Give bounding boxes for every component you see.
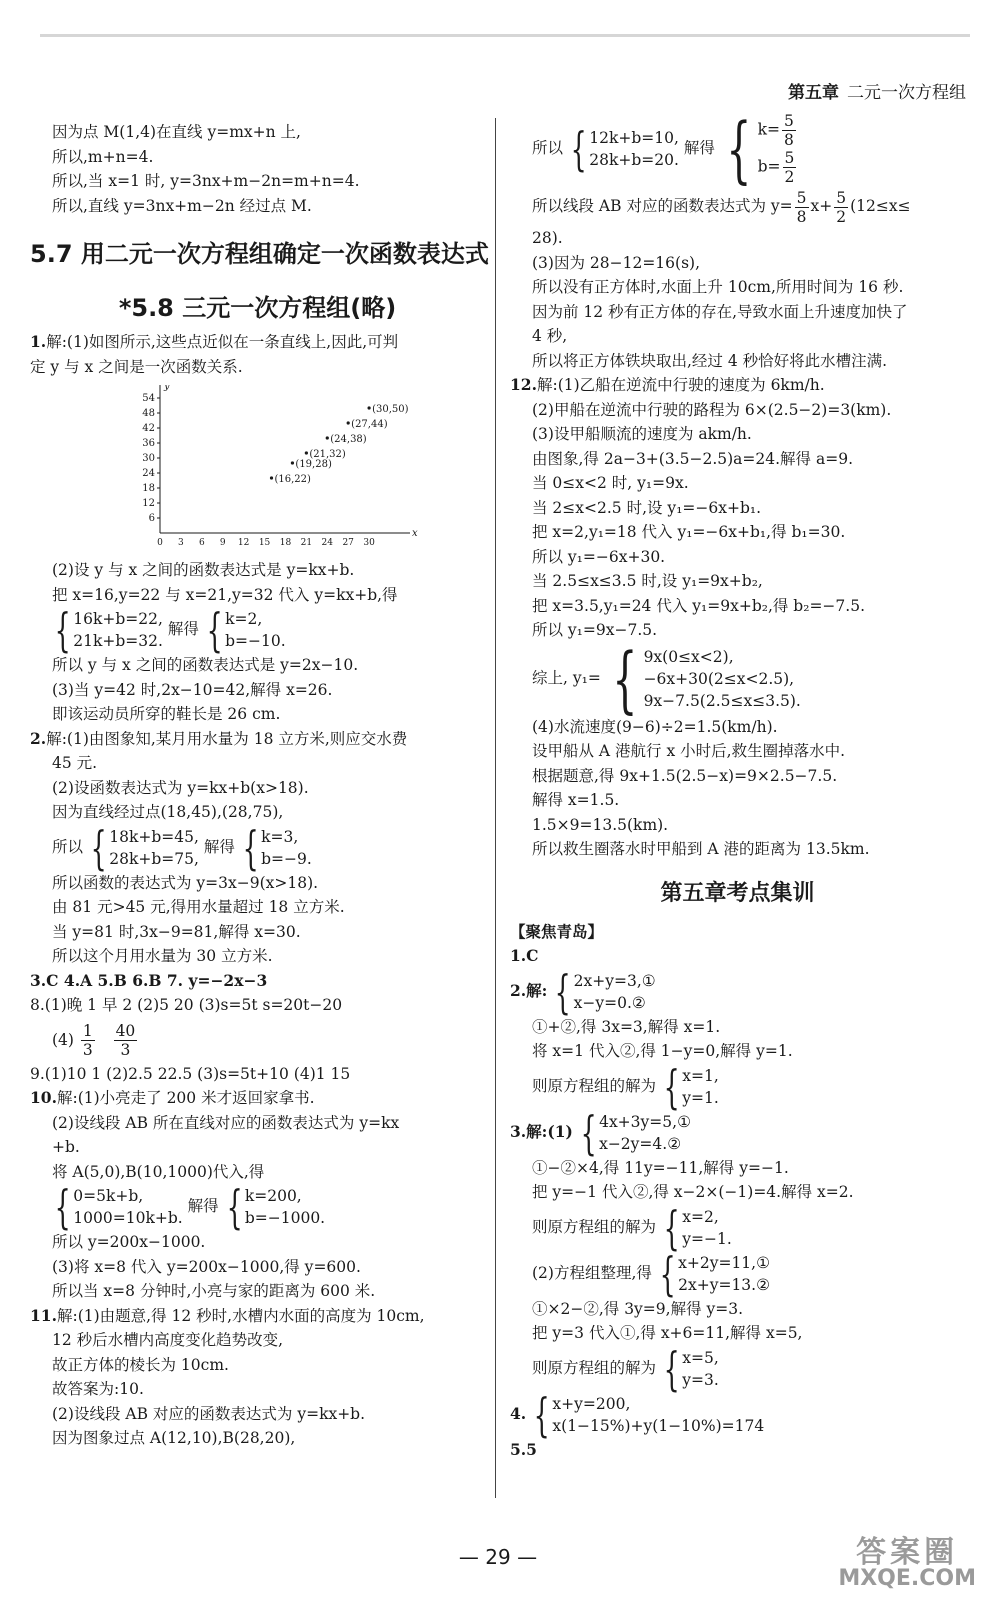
- q11-line: (2)设线段 AB 对应的函数表达式为 y=kx+b.: [52, 1404, 366, 1423]
- q12-line: 由图象,得 2a−3+(3.5−2.5)a=24.解得 a=9.: [532, 449, 853, 468]
- watermark-logo: 答案圈 MXQE.COM: [838, 1535, 976, 1591]
- x-tick-label: 27: [342, 538, 354, 548]
- y-tick-label: 54: [142, 393, 155, 404]
- page-number: — 29 —: [458, 1545, 538, 1569]
- r2-line: 将 x=1 代入②,得 1−y=0,解得 y=1.: [532, 1042, 793, 1060]
- q2-number: 2.: [30, 728, 47, 748]
- q12-line: 设甲船从 A 港航行 x 小时后,救生圈掉落水中.: [532, 742, 845, 760]
- q1-line: 把 x=16,y=22 与 x=21,y=32 代入 y=kx+b,得: [52, 585, 398, 604]
- q11-line: 12 秒后水槽内高度变化趋势改变,: [52, 1331, 284, 1349]
- q11-line: (3)因为 28−12=16(s),: [532, 253, 701, 272]
- q12-line: 所以 y₁=9x−7.5.: [532, 621, 658, 639]
- q2-line: (2)设函数表达式为 y=kx+b(x>18).: [52, 778, 309, 797]
- q10-line: 所以当 x=8 分钟时,小亮与家的距离为 600 米.: [52, 1282, 376, 1300]
- q11-line: 11.解:(1)由题意,得 12 秒时,水槽内水面的高度为 10cm,: [30, 1305, 425, 1325]
- focus-tag: 【聚焦青岛】: [510, 921, 604, 941]
- data-point-label: (24,38): [330, 434, 367, 445]
- r3-line: ①×2−②,得 3y=9,解得 y=3.: [532, 1299, 744, 1318]
- r3-solution-2: 则原方程组的解为 { x=5, y=3.: [532, 1341, 719, 1396]
- data-point-label: (16,22): [274, 474, 311, 485]
- y-tick-label: 12: [142, 498, 155, 509]
- q2-line: 45 元.: [52, 754, 98, 772]
- data-point: [305, 451, 308, 454]
- q12-line: 当 2.5≤x≤3.5 时,设 y₁=9x+b₂,: [532, 572, 763, 590]
- r5-answer: 5.5: [510, 1439, 537, 1459]
- y-tick-label: 18: [142, 483, 155, 494]
- x-tick-label: 9: [219, 538, 226, 548]
- y-tick-label: 30: [142, 453, 155, 464]
- q2-line: 所以这个月用水量为 30 立方米.: [52, 947, 273, 965]
- q12-line: 根据题意,得 9x+1.5(2.5−x)=9×2.5−7.5.: [532, 766, 838, 785]
- q2-line: 由 81 元>45 元,得用水量超过 18 立方米.: [52, 898, 345, 916]
- q2-line: 当 y=81 时,3x−9=81,解得 x=30.: [52, 922, 301, 941]
- q12-line: 所以 y₁=−6x+30.: [532, 547, 666, 566]
- r3-line: ①−②×4,得 11y=−11,解得 y=−1.: [532, 1158, 789, 1177]
- r4-system: 4. { x+y=200, x(1−15%)+y(1−10%)=174: [510, 1387, 765, 1442]
- section-5-7-heading: 5.7 用二元一次方程组确定一次函数表达式: [30, 240, 489, 268]
- q11-number: 11.: [30, 1305, 57, 1325]
- data-point: [326, 436, 329, 439]
- x-tick-label: 24: [321, 538, 333, 548]
- q1-number: 1.: [30, 332, 47, 351]
- data-point-label: (21,32): [309, 449, 346, 460]
- intro-line: 所以,m+n=4.: [52, 147, 154, 166]
- review-title: 第五章考点集训: [660, 880, 815, 906]
- section-5-8-heading: *5.8 三元一次方程组(略): [118, 294, 397, 322]
- q12-line: 把 x=2,y₁=18 代入 y₁=−6x+b₁,得 b₁=30.: [532, 523, 846, 541]
- r2-line: ①+②,得 3x=3,解得 x=1.: [532, 1017, 721, 1036]
- x-tick-label: 0: [157, 538, 163, 548]
- top-rule: [40, 34, 970, 37]
- q12-line: 1.5×9=13.5(km).: [532, 815, 669, 834]
- q1-line: 所以 y 与 x 之间的函数表达式是 y=2x−10.: [52, 656, 359, 674]
- q1-line: (2)设 y 与 x 之间的函数表达式是 y=kx+b.: [52, 561, 355, 579]
- data-point: [291, 461, 294, 464]
- q10-line: (3)将 x=8 代入 y=200x−1000,得 y=600.: [52, 1257, 361, 1276]
- q12-line: (3)设甲船顺流的速度为 akm/h.: [532, 425, 752, 443]
- q1-line: 即该运动员所穿的鞋长是 26 cm.: [52, 705, 281, 723]
- x-axis-label: x: [412, 528, 418, 539]
- q3-7-answers: 3.C 4.A 5.B 6.B 7. y=−2x−3: [30, 970, 268, 990]
- x-tick-label: 18: [279, 538, 292, 548]
- r3-system: 3.解:(1) { 4x+3y=5,① x−2y=4.②: [510, 1105, 691, 1160]
- chapter-title: 二元一次方程组: [847, 83, 966, 103]
- data-point: [270, 476, 273, 479]
- intro-line: 所以,直线 y=3nx+m−2n 经过点 M.: [52, 196, 312, 215]
- y-tick-label: 42: [142, 423, 155, 434]
- q1-line: (3)当 y=42 时,2x−10=42,解得 x=26.: [52, 680, 333, 699]
- q2-line: 因为直线经过点(18,45),(28,75),: [52, 803, 284, 821]
- q10-line: 所以 y=200x−1000.: [52, 1233, 206, 1251]
- intro-line: 所以,当 x=1 时, y=3nx+m−2n=m+n=4.: [52, 172, 360, 190]
- q11-line: 4 秒,: [532, 327, 568, 345]
- r2-system: 2.解: { 2x+y=3,① x−y=0.②: [510, 964, 656, 1019]
- data-point: [347, 421, 350, 424]
- right-column: [510, 107, 965, 1462]
- r3-system-2: (2)方程组整理,得 { x+2y=11,① 2x+y=13.②: [532, 1246, 770, 1301]
- q8-line: 8.(1)晚 1 早 2 (2)5 20 (3)s=5t s=20t−20: [30, 996, 343, 1014]
- q11-system: 所以 { 12k+b=10, 28k+b=20. 解得 { k= $\frac{5}{8}$ b= $\frac{5}{2}$: [532, 107, 795, 191]
- q1-line: 1.解:(1)如图所示,这些点近似在一条直线上,因此,可判: [30, 332, 399, 351]
- q9-line: 9.(1)10 1 (2)2.5 22.5 (3)s=5t+10 (4)1 15: [30, 1064, 351, 1083]
- y-axis-label: y: [164, 385, 170, 392]
- x-tick-label: 21: [300, 538, 313, 548]
- x-tick-label: 3: [178, 538, 184, 548]
- q12-number: 12.: [510, 375, 537, 394]
- x-tick-label: 6: [198, 538, 205, 548]
- q12-piecewise: 综上, y₁= { 9x(0≤x<2), −6x+30(2≤x<2.5), 9x−7.5(2.5≤x≤3.5).: [532, 636, 801, 721]
- data-point-label: (30,50): [372, 404, 409, 415]
- y-tick-label: 24: [142, 468, 155, 479]
- q2-system: 所以 { 18k+b=45, 28k+b=75, 解得 { k=3, b=−9.: [52, 820, 312, 875]
- q11-line: 故正方体的棱长为 10cm.: [52, 1355, 229, 1374]
- q1-system: { 16k+b=22, 21k+b=32. 解得 { k=2, b=−10.: [54, 603, 286, 657]
- q10-line: 将 A(5,0),B(10,1000)代入,得: [52, 1162, 265, 1181]
- y-tick-label: 6: [148, 513, 155, 524]
- q10-line: +b.: [52, 1138, 80, 1156]
- q12-line: 解得 x=1.5.: [532, 791, 620, 809]
- data-point: [367, 406, 370, 409]
- q11-line: 所以没有正方体时,水面上升 10cm,所用时间为 16 秒.: [532, 278, 904, 296]
- q12-line: 把 x=3.5,y₁=24 代入 y₁=9x+b₂,得 b₂=−7.5.: [532, 596, 865, 615]
- q11-line: 因为图象过点 A(12,10),B(28,20),: [52, 1429, 296, 1447]
- q11-line: 因为前 12 秒有正方体的存在,导致水面上升速度加快了: [532, 302, 908, 321]
- q11-line: 28).: [532, 229, 563, 247]
- q11-line: 所以将正方体铁块取出,经过 4 秒恰好将此水槽注满.: [532, 351, 888, 370]
- q12-line: (4)水流速度(9−6)÷2=1.5(km/h).: [532, 717, 778, 736]
- q12-line: 当 2≤x<2.5 时,设 y₁=−6x+b₁.: [532, 498, 762, 517]
- q10-number: 10.: [30, 1088, 57, 1107]
- x-tick-label: 30: [363, 538, 375, 548]
- running-header: [788, 78, 966, 103]
- column-divider: [495, 118, 496, 1498]
- data-point-label: (27,44): [351, 419, 388, 430]
- r1-answer: 1.C: [510, 946, 539, 965]
- q12-line: 当 0≤x<2 时, y₁=9x.: [532, 474, 689, 492]
- q10-line: (2)设线段 AB 所在直线对应的函数表达式为 y=kx: [52, 1113, 400, 1132]
- y-tick-label: 48: [142, 408, 155, 419]
- q11-line: 故答案为:10.: [52, 1380, 144, 1398]
- q2-line: 所以函数的表达式为 y=3x−9(x>18).: [52, 873, 319, 892]
- r2-solution: 则原方程组的解为 { x=1, y=1.: [532, 1059, 719, 1114]
- y-tick-label: 36: [142, 438, 155, 449]
- scatter-chart: [130, 385, 430, 550]
- q10-line: 10.解:(1)小亮走了 200 米才返回家拿书.: [30, 1088, 315, 1107]
- left-column: [30, 120, 489, 1451]
- chapter-label: 第五章: [788, 83, 839, 103]
- q11-line: 所以线段 AB 对应的函数表达式为 y= $\frac{5}{8}$ x+ $\frac{5}{2}$ (12≤x≤: [532, 188, 911, 226]
- x-tick-label: 12: [237, 538, 250, 548]
- q1-line: 定 y 与 x 之间是一次函数关系.: [30, 357, 243, 376]
- q12-line: 12.解:(1)乙船在逆流中行驶的速度为 6km/h.: [510, 375, 825, 394]
- r3-line: 把 y=−1 代入②,得 x−2×(−1)=4.解得 x=2.: [532, 1183, 854, 1201]
- q12-line: 所以救生圈落水时甲船到 A 港的距离为 13.5km.: [532, 840, 870, 858]
- q8-line4: (4) $\frac{1}{3}$ $\frac{40}{3}$: [52, 1022, 136, 1059]
- data-point-label: (19,28): [295, 459, 332, 470]
- q12-line: (2)甲船在逆流中行驶的路程为 6×(2.5−2)=3(km).: [532, 400, 892, 419]
- intro-line: 因为点 M(1,4)在直线 y=mx+n 上,: [52, 123, 301, 141]
- x-tick-label: 15: [258, 538, 271, 548]
- r3-solution: 则原方程组的解为 { x=2, y=−1.: [532, 1200, 732, 1255]
- q2-line: 2.解:(1)由图象知,某月用水量为 18 立方米,则应交水费: [30, 728, 408, 748]
- q10-system: { 0=5k+b, 1000=10k+b. 解得 { k=200, b=−1000.: [54, 1180, 326, 1234]
- r3-line: 把 y=3 代入①,得 x+6=11,解得 x=5,: [532, 1324, 803, 1342]
